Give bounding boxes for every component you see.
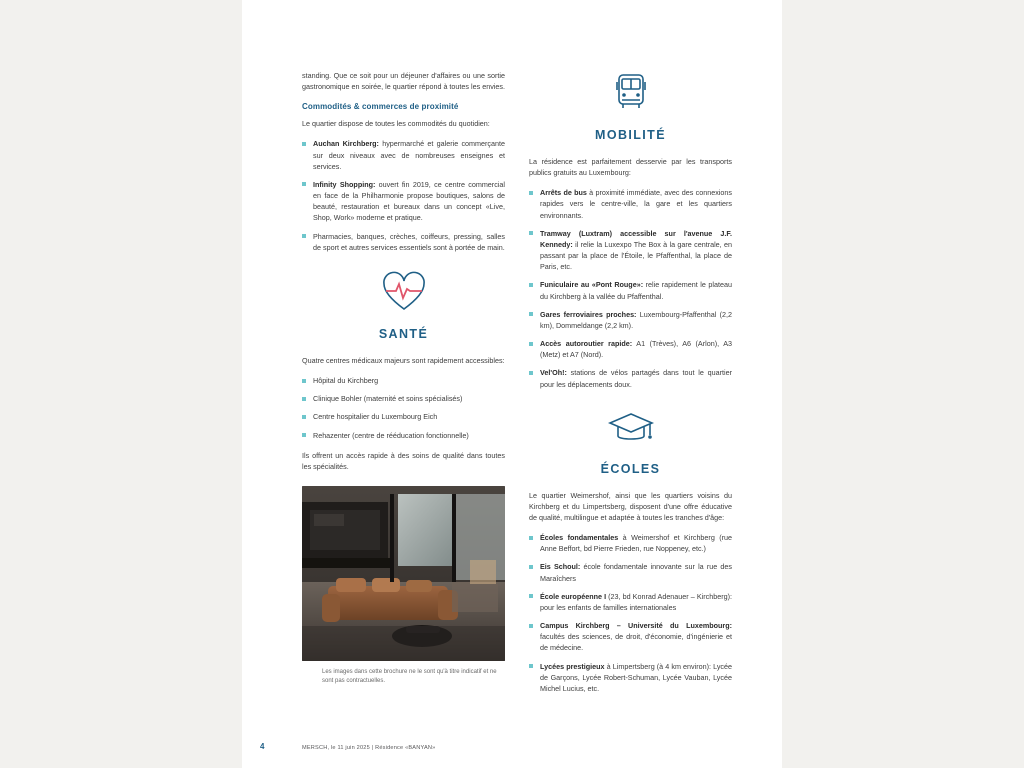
sante-section-head (302, 271, 505, 343)
list-item (302, 231, 505, 253)
mobilite-title: MOBILITÉ (595, 128, 666, 142)
sante-list (302, 375, 505, 441)
list-item (302, 430, 505, 441)
ecoles-section-head (529, 408, 732, 478)
sante-outro: Ils offrent un accès rapide à des soins de qualité dans toutes les spécialités. (302, 450, 505, 471)
list-item-text: école fondamentale innovante sur la rue des Maraîchers (540, 562, 733, 583)
list-item (302, 179, 505, 224)
list-item (529, 661, 732, 694)
list-item-text: Pharmacies, banques, crèches, coiffeurs, pressing, salles de sport et autres services essentiels sont à portée de main. (313, 231, 505, 252)
list-item-label: Écoles fondamentales (540, 533, 619, 543)
list-item-label: Eis Schoul: (540, 562, 581, 572)
list-item (302, 411, 505, 422)
two-column-layout (302, 70, 732, 703)
bus-icon (529, 70, 732, 119)
mobilite-section-head (529, 70, 732, 144)
commodities-intro: Le quartier dispose de toutes les commodités du quotidien: (302, 119, 490, 129)
left-column (302, 70, 505, 703)
heartbeat-icon (302, 271, 505, 318)
list-item-label: Campus Kirchberg – Université du Luxembourg: (540, 621, 732, 631)
ecoles-title: ÉCOLES (600, 461, 661, 476)
list-item-text: Centre hospitalier du Luxembourg Eich (313, 412, 438, 422)
ecoles-list (529, 532, 732, 694)
intro-paragraph: standing. Que ce soit pour un déjeuner d'affaires ou une sortie gastronomique en soirée, le quartier répond à toutes les envies. (302, 71, 505, 92)
list-item-text: Luxembourg-Pfaffenthal (2,2 km), Dommeldange (2,2 km). (540, 309, 733, 330)
interior-photo (302, 486, 505, 661)
page-number: 4 (260, 742, 265, 751)
graduation-cap-icon (529, 408, 732, 453)
list-item-text: Clinique Bohler (maternité et soins spécialisés) (313, 394, 463, 404)
list-item (529, 620, 732, 653)
mobilite-list (529, 187, 732, 389)
photo-caption: Les images dans cette brochure ne le sont qu'à titre indicatif et ne sont pas contractuelles. (322, 668, 497, 684)
list-item-label: Tramway (Luxtram) accessible sur l'avenue J.F. Kennedy: (540, 228, 732, 249)
list-item (529, 187, 732, 220)
list-item (529, 591, 732, 613)
list-item (529, 338, 732, 360)
list-item-text: il relie la Luxexpo The Box à la gare centrale, en passant par la place de l'Étoile, le Pfaffenthal, la place de Paris, etc. (540, 239, 732, 272)
list-item-text: à Weimershof et Kirchberg (rue Anne Beffort, bd Pierre Frieden, rue Noppeney, etc.) (540, 533, 732, 554)
sante-title: SANTÉ (378, 326, 429, 341)
list-item-text: stations de vélos partagés dans tout le quartier pour les déplacements doux. (540, 368, 732, 389)
list-item (529, 561, 732, 583)
list-item-text: (23, bd Konrad Adenauer – Kirchberg): pour les enfants de familles internationales (540, 591, 732, 612)
list-item-label: Vel'Oh!: (540, 368, 567, 378)
list-item-label: Arrêts de bus (540, 188, 587, 198)
list-item-text: Rehazenter (centre de rééducation fonctionnelle) (313, 430, 469, 440)
list-item-label: École européenne I (540, 591, 607, 601)
list-item-text: ouvert fin 2019, ce centre commercial en face de la Philharmonie propose boutiques, salons de beauté, restauration et bureaux dans un concept «Live, Shop, Work» moderne et pratique. (313, 179, 505, 223)
list-item-text: à Limpertsberg (à 4 km environ): Lycée de Garçons, Lycée Robert-Schuman, Lycée Vauban, Lycée Michel Lucius, etc. (540, 661, 732, 693)
list-item-text: à proximité immédiate, avec des connexions rapides vers le centre-ville, la gare et les quartiers environnants. (540, 188, 733, 220)
list-item-text: A1 (Trèves), A6 (Arlon), A3 (Metz) et A7 (Nord). (540, 339, 732, 360)
list-item-text: facultés des sciences, de droit, d'économie, d'ingénierie et de médecine. (540, 632, 732, 653)
mobilite-intro: La résidence est parfaitement desservie par les transports publics gratuits au Luxembourg: (529, 157, 732, 178)
list-item (529, 367, 732, 389)
list-item (302, 375, 505, 386)
ecoles-intro: Le quartier Weimershof, ainsi que les quartiers voisins du Kirchberg et du Limpertsberg, disposent d'une offre éducative de qualité, multilingue et adaptée à toutes les tranches d'âge: (529, 490, 732, 522)
commodities-heading: Commodités & commerces de proximité (302, 102, 459, 112)
list-item-label: Lycées prestigieux (540, 661, 605, 671)
list-item-label: Funiculaire au «Pont Rouge»: (540, 280, 644, 290)
list-item (302, 393, 505, 404)
list-item-text: hypermarché et galerie commerçante sur deux niveaux avec de nombreuses enseignes et services. (313, 139, 505, 171)
list-item-label: Infinity Shopping: (313, 179, 376, 189)
list-item-label: Gares ferroviaires proches: (540, 309, 637, 319)
list-item (529, 309, 732, 331)
commodities-list (302, 138, 505, 252)
list-item-label: Auchan Kirchberg: (313, 139, 379, 149)
list-item-text: relie rapidement le plateau du Kirchberg à la vallée du Pfaffenthal. (540, 280, 733, 301)
list-item (302, 138, 505, 171)
sante-intro: Quatre centres médicaux majeurs sont rapidement accessibles: (302, 355, 505, 365)
brochure-page (242, 0, 782, 768)
list-item-text: Hôpital du Kirchberg (313, 376, 379, 386)
right-column (529, 70, 732, 703)
list-item (529, 279, 732, 301)
list-item (529, 228, 732, 273)
list-item-label: Accès autoroutier rapide: (540, 339, 633, 349)
list-item (529, 532, 732, 554)
footer-text: MERSCH, le 11 juin 2025 | Résidence «BANYAN» (302, 745, 436, 751)
